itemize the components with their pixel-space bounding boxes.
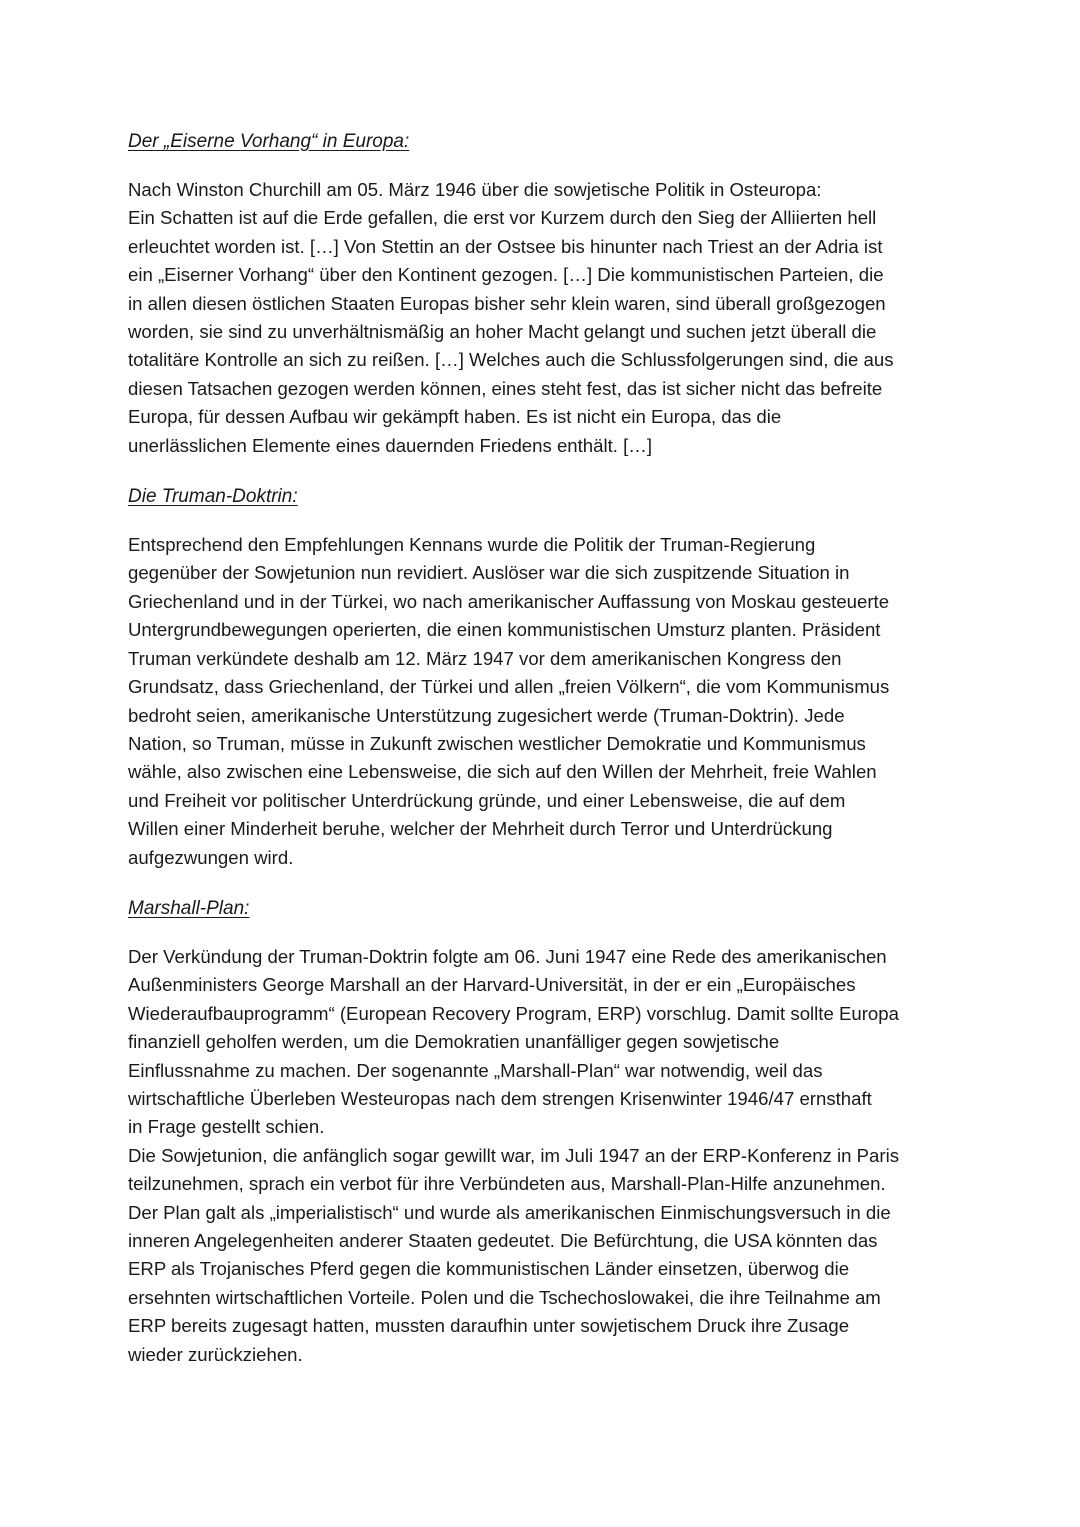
text-line: gegenüber der Sowjetunion nun revidiert. Auslöser war die sich zuspitzende Situation in: [128, 562, 850, 584]
text-line: Griechenland und in der Türkei, wo nach amerikanischer Auffassung von Moskau gesteuerte: [128, 590, 890, 612]
text-line: Ein Schatten ist auf die Erde gefallen, die erst vor Kurzem durch den Sieg der Alliierten hell: [128, 207, 877, 229]
section-heading: Marshall-Plan:: [128, 897, 250, 919]
text-line: aufgezwungen wird.: [128, 846, 294, 868]
section-heading: Der „Eiserne Vorhang“ in Europa:: [128, 131, 410, 152]
text-line: Grundsatz, dass Griechenland, der Türkei und allen „freien Völkern“, die vom Kommunismus: [128, 676, 890, 698]
text-line: in allen diesen östlichen Staaten Europas bisher sehr klein waren, sind überall großgezogen: [128, 292, 886, 314]
text-line: totalitäre Kontrolle an sich zu reißen. […] Welches auch die Schlussfolgerungen sind, die aus: [128, 349, 894, 371]
text-line: Der Verkündung der Truman-Doktrin folgte am 06. Juni 1947 eine Rede des amerikanischen: [128, 945, 887, 967]
text-line: Einflussnahme zu machen. Der sogenannte „Marshall-Plan“ war notwendig, weil das: [128, 1059, 823, 1081]
section-marshall-plan: [128, 895, 958, 1369]
section-truman-doktrin: [128, 483, 958, 872]
text-line: bedroht seien, amerikanische Unterstützung zugesichert werde (Truman-Doktrin). Jede: [128, 704, 845, 726]
section-body: [128, 943, 958, 1369]
text-line: inneren Angelegenheiten anderer Staaten gedeutet. Die Befürchtung, die USA könnten das: [128, 1230, 878, 1251]
text-line: Entsprechend den Empfehlungen Kennans wurde die Politik der Truman-Regierung: [128, 534, 816, 556]
text-line: und Freiheit vor politischer Unterdrückung gründe, und einer Lebensweise, die auf dem: [128, 789, 846, 811]
text-line: worden, sie sind zu unverhältnismäßig an hoher Macht gelangt und suchen jetzt überall die: [128, 321, 877, 343]
text-line: ein „Eiserner Vorhang“ über den Kontinent gezogen. […] Die kommunistischen Parteien, die: [128, 264, 884, 286]
text-line: Der Plan galt als „imperialistisch“ und wurde als amerikanischen Einmischungsversuch in die: [128, 1201, 891, 1223]
text-line: Wiederaufbauprogramm“ (European Recovery Program, ERP) vorschlug. Damit sollte Europa: [128, 1002, 899, 1024]
text-line: wähle, also zwischen eine Lebensweise, die sich auf den Willen der Mehrheit, freie Wahlen: [128, 761, 877, 783]
text-line: in Frage gestellt schien.: [128, 1116, 325, 1138]
section-eiserner-vorhang: [128, 128, 958, 460]
text-line: erleuchtet worden ist. […] Von Stettin an der Ostsee bis hinunter nach Triest an der Adria ist: [128, 235, 883, 257]
text-line: ERP bereits zugesagt hatten, mussten daraufhin unter sowjetischem Druck ihre Zusage: [128, 1315, 850, 1337]
text-line: Truman verkündete deshalb am 12. März 1947 vor dem amerikanischen Kongress den: [128, 647, 842, 669]
text-line: Die Sowjetunion, die anfänglich sogar gewillt war, im Juli 1947 an der ERP-Konferenz in Paris: [128, 1144, 900, 1166]
text-line: Nach Winston Churchill am 05. März 1946 über die sowjetische Politik in Osteuropa:: [128, 179, 822, 200]
text-line: Willen einer Minderheit beruhe, welcher der Mehrheit durch Terror und Unterdrückung: [128, 818, 833, 840]
text-line: Untergrundbewegungen operierten, die einen kommunistischen Umsturz planten. Präsident: [128, 619, 881, 641]
text-line: ERP als Trojanisches Pferd gegen die kommunistischen Länder einsetzen, überwog die: [128, 1258, 850, 1280]
text-line: wieder zurückziehen.: [128, 1343, 303, 1365]
section-heading: Die Truman-Doktrin:: [128, 486, 298, 508]
text-line: teilzunehmen, sprach ein verbot für ihre Verbündeten aus, Marshall-Plan-Hilfe anzunehmen.: [128, 1173, 886, 1195]
text-line: diesen Tatsachen gezogen werden können, eines steht fest, das ist sicher nicht das befreite: [128, 377, 883, 399]
text-line: Nation, so Truman, müsse in Zukunft zwischen westlicher Demokratie und Kommunismus: [128, 732, 866, 754]
text-line: Außenministers George Marshall an der Harvard-Universität, in der er ein „Europäisches: [128, 974, 856, 996]
text-line: Europa, für dessen Aufbau wir gekämpft haben. Es ist nicht ein Europa, das die: [128, 406, 782, 428]
section-body: [128, 176, 958, 460]
document-page: [128, 128, 958, 1392]
text-line: finanziell geholfen werden, um die Demokratien unanfälliger gegen sowjetische: [128, 1031, 780, 1053]
section-body: [128, 531, 958, 872]
text-line: unerlässlichen Elemente eines dauernden Friedens enthält. […]: [128, 434, 653, 456]
text-line: wirtschaftliche Überleben Westeuropas nach dem strengen Krisenwinter 1946/47 ernsthaft: [128, 1087, 872, 1109]
text-line: ersehnten wirtschaftlichen Vorteile. Polen und die Tschechoslowakei, die ihre Teilnahme am: [128, 1286, 881, 1308]
